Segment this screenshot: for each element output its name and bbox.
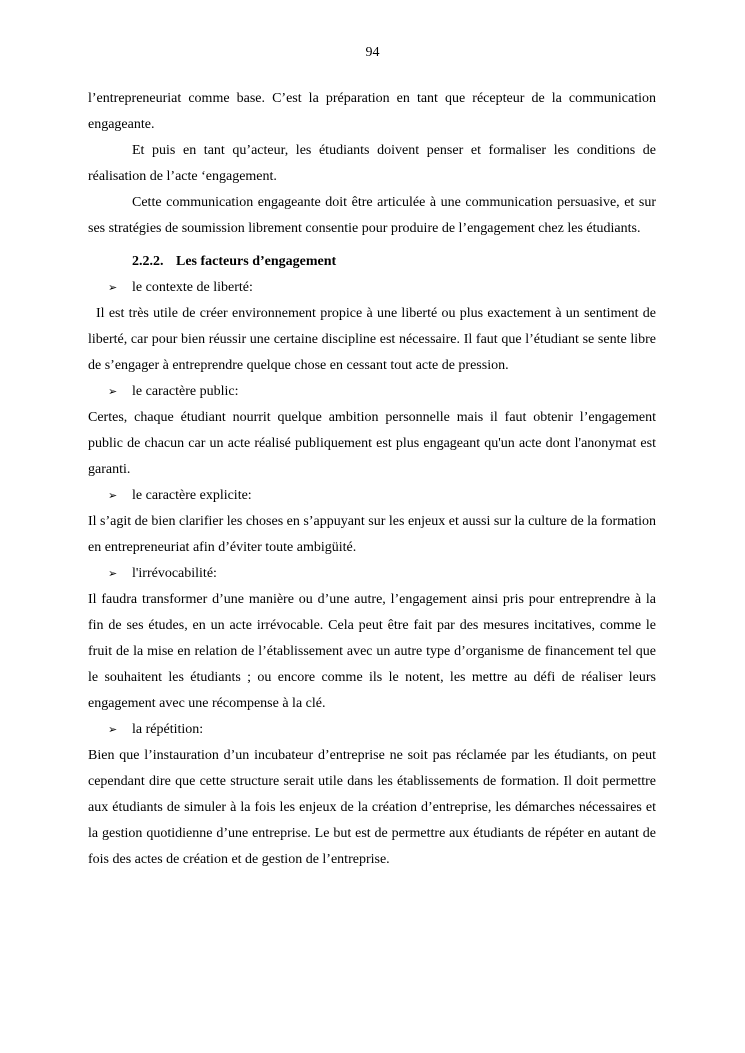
factor-paragraph: Il s’agit de bien clarifier les choses en s’appuyant sur les enjeux et aussi sur la culture de la formation en entrepreneuriat afin d’éviter toute ambigüité. [88,514,656,555]
intro-paragraph-1: l’entrepreneuriat comme base. C’est la préparation en tant que récepteur de la communication engageante. [88,91,656,132]
factor-label: le caractère public: [132,384,239,399]
section-title: Les facteurs d’engagement [176,254,337,269]
factor-paragraph: Il faudra transformer d’une manière ou d’une autre, l’engagement ainsi pris pour entreprendre à la fin de ses études, en un acte irrévocable. Cela peut être fait par des mesures incitatives, comme le fruit de la mise en relation de l’établissement avec un autre type d’organisme de financement tel que le souhaitent les étudiants ; ou encore comme ils le notent, les mettre au défi de réaliser leurs engagement avec une récompense à la clé. [88,592,656,711]
arrow-bullet-icon: ➢ [108,386,118,398]
section-number: 2.2.2. [132,254,164,269]
factor-label: le contexte de liberté: [132,280,253,295]
factor-bullet-repetition [108,717,656,743]
arrow-bullet-icon: ➢ [108,568,118,580]
arrow-bullet-icon: ➢ [108,490,118,502]
factor-label: le caractère explicite: [132,488,252,503]
factor-paragraph: Certes, chaque étudiant nourrit quelque ambition personnelle mais il faut obtenir l’engagement public de chacun car un acte réalisé publiquement est plus engageant qu'un acte dont l'anonymat est garanti. [88,410,656,477]
factor-bullet-irrevocabilite [108,561,656,587]
intro-paragraph-3: Cette communication engageante doit être articulée à une communication persuasive, et sur ses stratégies de soumission librement consentie pour produire de l’engagement chez les étudiants. [88,195,656,236]
factor-paragraph: Bien que l’instauration d’un incubateur d’entreprise ne soit pas réclamée par les étudiants, on peut cependant dire que cette structure serait utile dans les établissements de formation. Il doit permettre aux étudiants de simuler à la fois les enjeux de la création d’entreprise, les démarches nécessaires et la gestion quotidienne d’une entreprise. Le but est de permettre aux étudiants de répéter en autant de fois des actes de création et de gestion de l’entreprise. [88,748,656,867]
factor-label: la répétition: [132,722,204,737]
factor-label: l'irrévocabilité: [132,566,217,581]
document-body [88,86,656,873]
intro-paragraph-2: Et puis en tant qu’acteur, les étudiants doivent penser et formaliser les conditions de réalisation de l’acte ‘engagement. [88,143,656,184]
factor-bullet-public [108,379,656,405]
factor-bullet-explicite [108,483,656,509]
factor-paragraph: Il est très utile de créer environnement propice à une liberté ou plus exactement à un sentiment de liberté, car pour bien réussir une certaine discipline est nécessaire. Il faut que l’étudiant se sente libre de s’engager à entreprendre quelque chose en cessant tout acte de pression. [88,306,656,373]
factor-bullet-liberte [108,275,656,301]
page-number: 94 [365,45,380,60]
section-heading [132,249,656,275]
arrow-bullet-icon: ➢ [108,724,118,736]
arrow-bullet-icon: ➢ [108,282,118,294]
